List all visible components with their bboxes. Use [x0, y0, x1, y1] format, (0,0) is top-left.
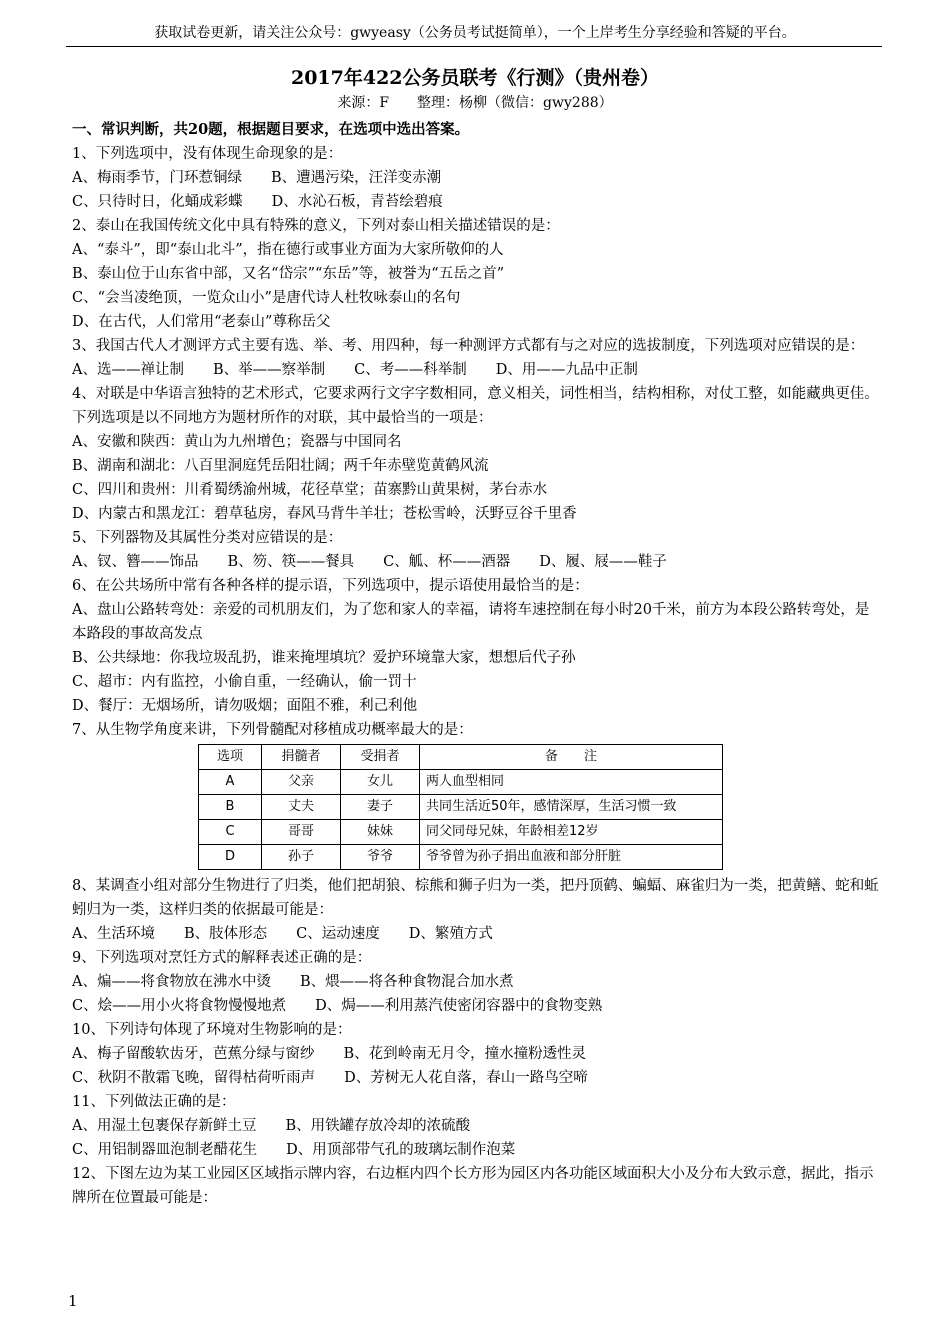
- table-cell-recipient: 妹妹: [341, 820, 420, 845]
- q6-option-b: B、公共绿地：你我垃圾乱扔，谁来掩埋填坑？爱护环境靠大家，想想后代子孙: [72, 650, 576, 666]
- table-cell-option: B: [199, 795, 262, 820]
- q6-option-a: A、盘山公路转弯处：亲爱的司机朋友们，为了您和家人的幸福，请将车速控制在每小时20千米，前方为本段公路转弯处，是本路段的事故高发点: [72, 602, 870, 642]
- table-cell-donor: 父亲: [262, 770, 341, 795]
- exam-body: [72, 118, 882, 1210]
- q3-options: A、选——禅让制 B、举——察举制 C、考——科举制 D、用——九品中正制: [72, 362, 638, 378]
- table-header-row: [199, 745, 723, 770]
- questions-1-7: [72, 142, 882, 742]
- q2-option-b: B、泰山位于山东省中部，又名“岱宗”“东岳”等，被誉为“五岳之首”: [72, 266, 505, 282]
- table-cell-option: A: [199, 770, 262, 795]
- table-cell-donor: 孙子: [262, 845, 341, 870]
- header-note: 获取试卷更新，请关注公众号：gwyeasy（公务员考试挺简单），一个上岸考生分享经验和答疑的平台。: [154, 25, 796, 41]
- table-cell-remark: 两人血型相同: [420, 770, 723, 795]
- table-header-donor: 捐髓者: [262, 745, 341, 770]
- q9-options-cd: C、烩——用小火将食物慢慢地煮 D、焗——利用蒸汽使密闭容器中的食物变熟: [72, 998, 603, 1014]
- page-subtitle: 来源：F 整理：杨柳（微信：gwy288）: [337, 95, 613, 111]
- table-header-recipient: 受捐者: [341, 745, 420, 770]
- table-cell-recipient: 女儿: [341, 770, 420, 795]
- q4-stem: 4、对联是中华语言独特的艺术形式，它要求两行文字字数相同，意义相关，词性相当，结构相称，对仗工整，如能藏典更佳。下列选项是以不同地方为题材所作的对联，其中最恰当的一项是：: [72, 386, 879, 426]
- table-row: [199, 795, 723, 820]
- q10-options-ab: A、梅子留酸软齿牙，芭蕉分绿与窗纱 B、花到岭南无月令，撞水撞粉透性灵: [72, 1046, 587, 1062]
- q6-option-c: C、超市：内有监控，小偷自重，一经确认，偷一罚十: [72, 674, 417, 690]
- q1-options-ab: A、梅雨季节，门环惹铜绿 B、遭遇污染，汪洋变赤潮: [72, 170, 442, 186]
- q7-stem: 7、从生物学角度来讲，下列骨髓配对移植成功概率最大的是：: [72, 722, 473, 738]
- table-header-option: 选项: [199, 745, 262, 770]
- q5-options: A、钗、簪——饰品 B、笏、筷——餐具 C、觚、杯——酒器 D、履、屐——鞋子: [72, 554, 667, 570]
- q4-option-c: C、四川和贵州：川肴蜀绣渝州城，花径草堂；苗寨黔山黄果树，茅台赤水: [72, 482, 548, 498]
- q11-options-cd: C、用铝制器皿泡制老醋花生 D、用顶部带气孔的玻璃坛制作泡菜: [72, 1142, 516, 1158]
- q8-options: A、生活环境 B、肢体形态 C、运动速度 D、繁殖方式: [72, 926, 493, 942]
- questions-8-12: [72, 874, 882, 1210]
- q12-stem: 12、下图左边为某工业园区区域指示牌内容，右边框内四个长方形为园区内各功能区域面积大小及分布大致示意，据此，指示牌所在位置最可能是：: [72, 1166, 874, 1206]
- q6-option-d: D、餐厅：无烟场所，请勿吸烟；面阻不雅，利己利他: [72, 698, 418, 714]
- q9-stem: 9、下列选项对烹饪方式的解释表述正确的是：: [72, 950, 372, 966]
- q2-option-a: A、“泰斗”，即“泰山北斗”，指在德行或事业方面为大家所敬仰的人: [72, 242, 504, 258]
- q11-stem: 11、下列做法正确的是：: [72, 1094, 236, 1110]
- q5-stem: 5、下列器物及其属性分类对应错误的是：: [72, 530, 343, 546]
- table-row: [199, 770, 723, 795]
- q4-option-b: B、湖南和湖北：八百里洞庭凭岳阳壮阔；两千年赤壁览黄鹤风流: [72, 458, 489, 474]
- q1-options-cd: C、只待时日，化蛹成彩蝶 D、水沁石板，青苔绘碧痕: [72, 194, 443, 210]
- table-row: [199, 845, 723, 870]
- q2-option-c: C、“会当凌绝顶，一览众山小”是唐代诗人杜牧咏泰山的名句: [72, 290, 461, 306]
- q11-options-ab: A、用湿土包裹保存新鲜土豆 B、用铁罐存放冷却的浓硫酸: [72, 1118, 471, 1134]
- table-cell-option: C: [199, 820, 262, 845]
- table-cell-donor: 丈夫: [262, 795, 341, 820]
- bone-marrow-table: [198, 744, 723, 870]
- q3-stem: 3、我国古代人才测评方式主要有选、举、考、用四种，每一种测评方式都有与之对应的选拔制度，下列选项对应错误的是：: [72, 338, 865, 354]
- table-cell-recipient: 妻子: [341, 795, 420, 820]
- q2-option-d: D、在古代，人们常用“老泰山”尊称岳父: [72, 314, 331, 330]
- q6-stem: 6、在公共场所中常有各种各样的提示语，下列选项中，提示语使用最恰当的是：: [72, 578, 589, 594]
- header-divider: [66, 46, 882, 47]
- table-row: [199, 820, 723, 845]
- q2-stem: 2、泰山在我国传统文化中具有特殊的意义，下列对泰山相关描述错误的是：: [72, 218, 560, 234]
- q10-stem: 10、下列诗句体现了环境对生物影响的是：: [72, 1022, 352, 1038]
- q10-options-cd: C、秋阴不散霜飞晚，留得枯荷听雨声 D、芳树无人花自落，春山一路鸟空啼: [72, 1070, 588, 1086]
- q9-options-ab: A、煸——将食物放在沸水中烫 B、煨——将各种食物混合加水煮: [72, 974, 514, 990]
- table-cell-remark: 爷爷曾为孙子捐出血液和部分肝脏: [420, 845, 723, 870]
- table-cell-recipient: 爷爷: [341, 845, 420, 870]
- table-cell-donor: 哥哥: [262, 820, 341, 845]
- section-heading: 一、常识判断，共20题，根据题目要求，在选项中选出答案。: [72, 121, 470, 138]
- table-cell-option: D: [199, 845, 262, 870]
- q8-stem: 8、某调查小组对部分生物进行了归类，他们把胡狼、棕熊和狮子归为一类，把丹顶鹤、蝙蝠、麻雀归为一类，把黄鳝、蛇和蚯蚓归为一类，这样归类的依据最可能是：: [72, 878, 879, 918]
- q4-option-d: D、内蒙古和黑龙江：碧草毡房，春风马背牛羊壮；苍松雪岭，沃野豆谷千里香: [72, 506, 577, 522]
- page-title: 2017年422公务员联考《行测》（贵州卷）: [290, 67, 660, 89]
- table-cell-remark: 同父同母兄妹，年龄相差12岁: [420, 820, 723, 845]
- q1-stem: 1、下列选项中，没有体现生命现象的是：: [72, 146, 343, 162]
- table-header-remark: 备 注: [420, 745, 723, 770]
- table-cell-remark: 共同生活近50年，感情深厚，生活习惯一致: [420, 795, 723, 820]
- q4-option-a: A、安徽和陕西：黄山为九州增色；瓷器与中国同名: [72, 434, 402, 450]
- page-number: 1: [68, 1292, 78, 1310]
